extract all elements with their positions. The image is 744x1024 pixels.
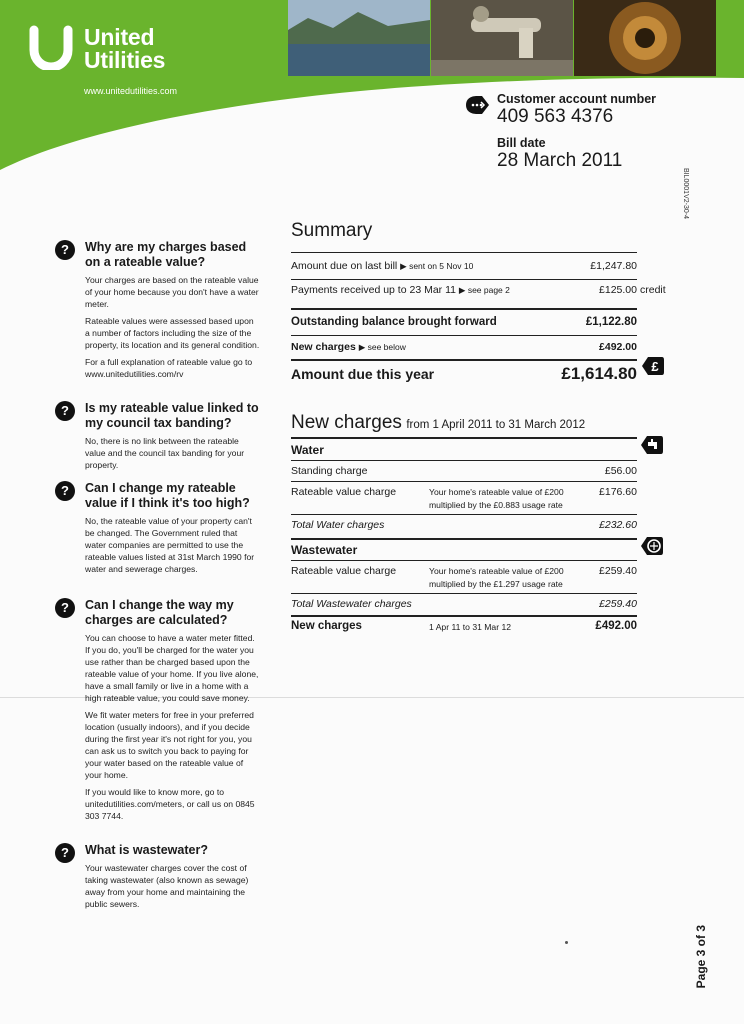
divider: [291, 335, 637, 336]
divider: [291, 437, 637, 439]
faq-title: Can I change the way my charges are calculated?: [85, 598, 234, 627]
faq-title: Why are my charges based on a rateable value?: [85, 240, 247, 269]
wastewater-rateable-description: Your home's rateable value of £200 multiplied by the £1.297 usage rate: [429, 566, 564, 589]
wastewater-rateable-row: Rateable value charge £259.40: [291, 565, 637, 577]
payments-row: Payments received up to 23 Mar 11 ▶ see page 2 £125.00: [291, 284, 637, 296]
sewer-photo: [574, 0, 716, 76]
water-rateable-row: Rateable value charge £176.60: [291, 486, 637, 498]
faq-body: No, the rateable value of your property can't be changed. The Government ruled that water companies are permitted to use the rateable values listed at 31st March 1990 for water and sewerage charges.: [85, 516, 255, 574]
divider: [291, 560, 637, 561]
wastewater-drain-icon: [640, 535, 664, 557]
question-icon: ?: [55, 240, 75, 260]
last-bill-row: Amount due on last bill ▶ sent on 5 Nov 10 £1,247.80: [291, 260, 637, 272]
water-standing-row: Standing charge £56.00: [291, 465, 637, 477]
brand-name: United Utilities: [84, 24, 166, 73]
faq-title: Can I change my rateable value if I think it's too high?: [85, 481, 250, 510]
lake-photo: [288, 0, 430, 76]
question-icon: ?: [55, 401, 75, 421]
faq-title: What is wastewater?: [85, 843, 208, 857]
water-heading: Water: [291, 443, 324, 457]
water-total-row: Total Water charges £232.60: [291, 519, 637, 531]
question-icon: ?: [55, 843, 75, 863]
balance-row: Outstanding balance brought forward £1,122.80: [291, 316, 637, 328]
faq-body: Your charges are based on the rateable value of your home because you don't have a water meter. Rateable values were assessed based upon a number of factors including the size of the property, its location and its general condition. For a full explanation of rateable value go to www.unitedutilities.com/rv: [85, 275, 260, 379]
faq-body: You can choose to have a water meter fitted. If you do, you'll be charged for the water you use rather than be charged based upon the rateable value of your home. If you live alone, have a small family or live in a home with a high rateable value, you could save money. We fit water meters for free in your preferred location (usually indoors), and if you decide during the first year it's not right for you, you can ask us to switch you back to paying for your water based on the rateable value of your home. If you would like to know more, go to unitedutilities.com/meters, or call us on 0845 303 7744.: [85, 633, 259, 821]
united-utilities-logo-icon: [24, 24, 78, 70]
summary-title: Summary: [291, 220, 373, 241]
pound-icon: [641, 355, 665, 377]
bill-date: 28 March 2011: [497, 150, 623, 171]
faq-title: Is my rateable value linked to my council tax banding?: [85, 401, 259, 430]
faq-body: Your wastewater charges cover the cost of taking wastewater (also known as sewage) away from your home and maintaining the public sewers.: [85, 863, 249, 909]
question-icon: ?: [55, 481, 75, 501]
divider: [291, 460, 637, 461]
website-link[interactable]: www.unitedutilities.com: [84, 86, 178, 96]
grand-total-row: New charges £492.00: [291, 620, 637, 632]
divider: [291, 481, 637, 482]
new-charges-row: New charges ▶ see below £492.00: [291, 341, 637, 353]
faq-rateable-value: [55, 240, 260, 385]
page-number: Page 3 of 3: [694, 925, 708, 989]
bill-date-label: Bill date: [497, 136, 546, 150]
wastewater-total-row: Total Wastewater charges £259.40: [291, 598, 637, 610]
divider: [291, 514, 637, 515]
divider: [291, 593, 637, 594]
account-number: 409 563 4376: [497, 106, 614, 127]
reference-code: BIL0001V2-30-4: [682, 168, 689, 219]
tap-photo: [431, 0, 573, 76]
paper-fold-line: [0, 697, 744, 698]
new-charges-title: New charges from 1 April 2011 to 31 March 2012: [291, 412, 586, 433]
svg-text:£: £: [651, 359, 659, 374]
paper-mark: [565, 941, 568, 944]
faq-wastewater: [55, 843, 260, 915]
account-number-label: Customer account number: [497, 92, 657, 106]
water-tap-icon: [640, 434, 664, 456]
faq-change-rateable-value: [55, 481, 260, 580]
faq-body: No, there is no link between the rateable value and the council tax banding for your property.: [85, 436, 245, 470]
wastewater-heading: Wastewater: [291, 543, 358, 557]
divider: [291, 538, 637, 540]
faq-change-calculation: [55, 598, 260, 827]
divider: [291, 252, 637, 253]
divider: [291, 279, 637, 280]
grand-total-period: 1 Apr 11 to 31 Mar 12: [429, 622, 512, 632]
divider: [291, 308, 637, 310]
divider: [291, 615, 637, 617]
divider: [291, 359, 637, 361]
amount-due-row: Amount due this year £1,614.80: [291, 364, 637, 383]
arrow-dots-icon: [464, 95, 490, 115]
credit-label: credit: [640, 284, 666, 296]
water-rateable-description: Your home's rateable value of £200 multiplied by the £0.883 usage rate: [429, 487, 564, 510]
faq-council-tax: [55, 401, 260, 476]
question-icon: ?: [55, 598, 75, 618]
